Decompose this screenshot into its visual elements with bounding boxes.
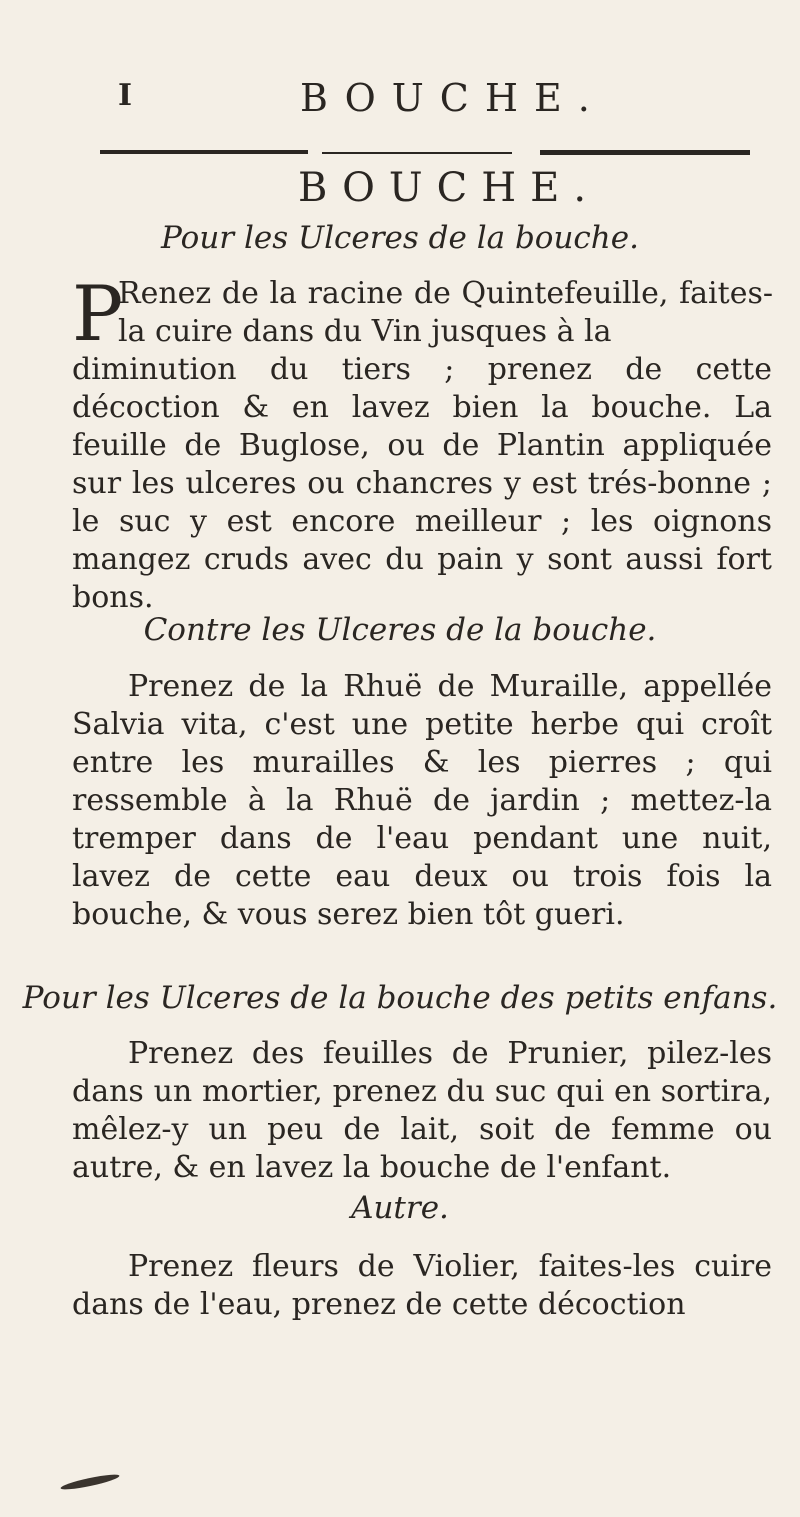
drop-cap: P	[72, 269, 124, 358]
ink-smudge	[60, 1472, 120, 1492]
entry-heading: Contre les Ulceres de la bouche.	[143, 612, 657, 648]
header-rule-right	[540, 150, 750, 155]
header-rule-middle	[322, 152, 512, 154]
entry-body: Prenez des feuilles de Prunier, pilez-les dans un mortier, prenez du suc qui en sortira, mêlez-y un peu de lait, soit de femme ou autre, & en lavez la bouche de l'enfant.	[72, 1036, 772, 1185]
entry-body: diminution du tiers ; prenez de cette décoction & en lavez bien la bouche. La feuille de Buglose, ou de Plantin appliquée sur les ulceres ou chancres y est trés-bonne ; le suc y est encore meilleur ; les oignons mangez cruds avec du pain y sont aussi fort bons.	[72, 352, 772, 615]
entry-heading: Autre.	[351, 1190, 449, 1226]
running-head: BOUCHE.	[300, 76, 606, 120]
section-title: BOUCHE.	[298, 165, 601, 211]
entry-body: Prenez de la Rhuë de Muraille, appellée Salvia vita, c'est une petite herbe qui croît entre les murailles & les pierres ; qui ressemble à la Rhuë de jardin ; mettez-la tremper dans de l'eau pendant une nuit, lavez de cette eau deux ou trois fois la bouche, & vous serez bien tôt gueri.	[72, 669, 772, 932]
entry-body: Prenez fleurs de Violier, faites-les cuire dans de l'eau, prenez de cette décoction	[72, 1249, 772, 1322]
entry-heading: Pour les Ulceres de la bouche.	[161, 220, 639, 256]
entry-first-line: Renez de la racine de Quintefeuille, faites-la cuire dans du Vin jusques à la	[118, 276, 773, 349]
header-rule-left	[100, 150, 308, 154]
page-number: I	[118, 78, 133, 113]
entry-heading: Pour les Ulceres de la bouche des petits enfans.	[22, 980, 778, 1016]
